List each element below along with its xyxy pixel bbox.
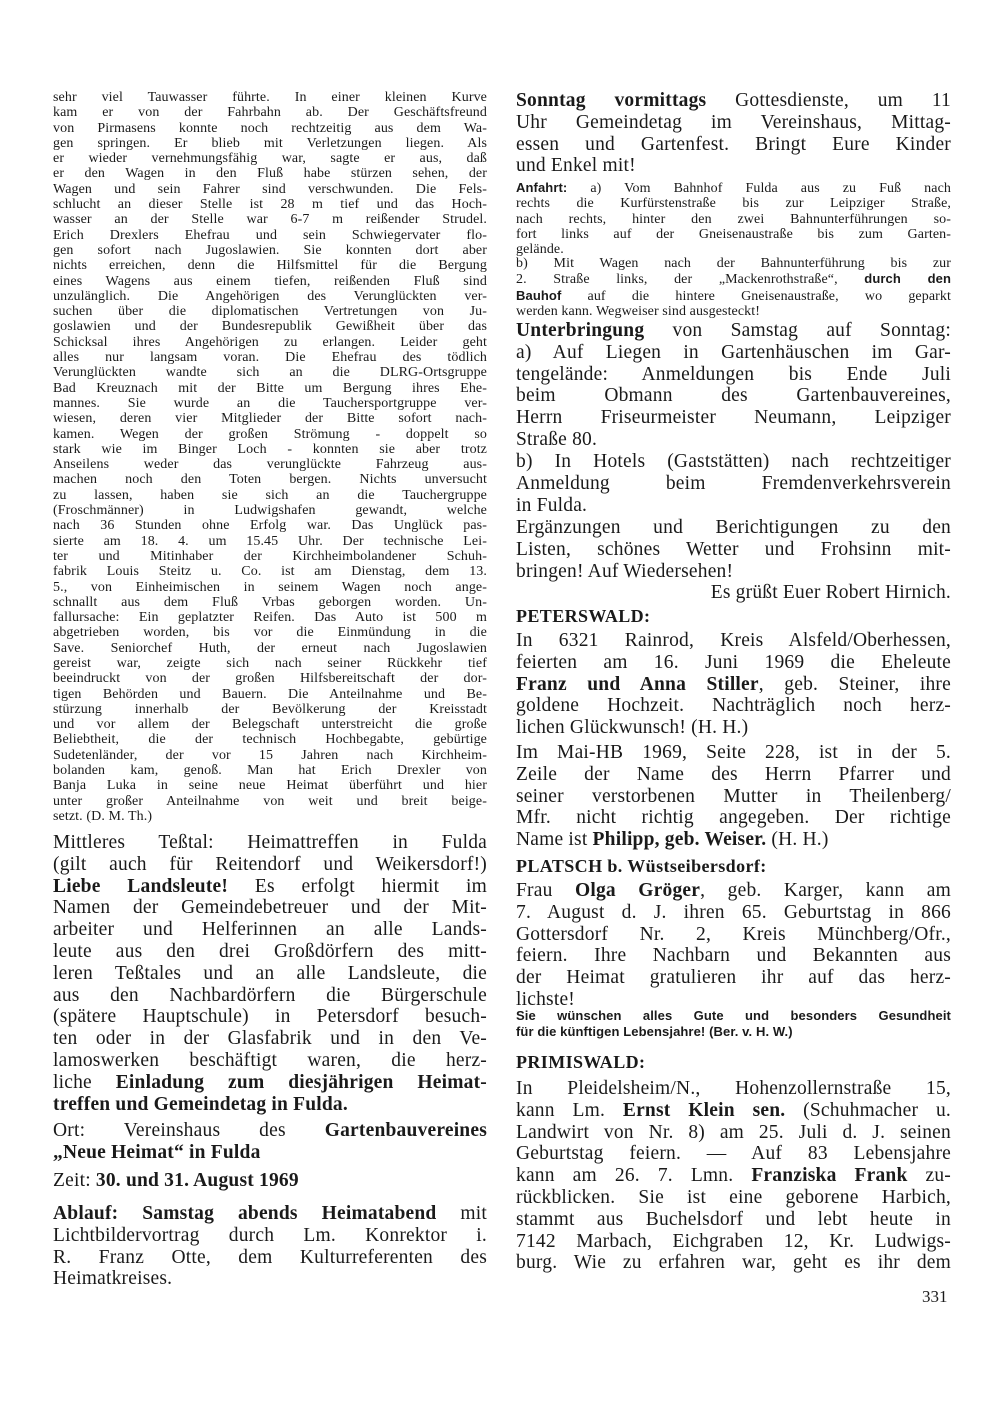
text-line: Anmeldung beim Fremdenverkehrsverein: [516, 472, 951, 494]
peterswald-paragraph-1: [516, 630, 951, 739]
text-line: stammt aus Buchelsdorf und lebt heute in: [516, 1208, 951, 1230]
primiswald-paragraph: [516, 1078, 951, 1274]
text-line: Sudetenländer, der vor 15 Jahren nach Kirchheim-: [53, 747, 487, 763]
directions-b-paragraph: [516, 256, 951, 319]
bold-text: Franz und Anna Stiller: [516, 673, 759, 695]
text-line: gelände.: [516, 242, 564, 258]
text-line: 7. August d. J. ihren 65. Geburtstag in 866: [516, 901, 951, 923]
text-line: Frau Olga Gröger, geb. Karger, kann am: [516, 880, 951, 901]
text-line: 7142 Marbach, Eichgraben 12, Kr. Ludwigs-: [516, 1230, 951, 1252]
text-line: Lichtbildervortrag durch Lm. Konrektor i.: [53, 1224, 487, 1246]
text-line: Ort: Vereinshaus des Gartenbauvereines: [53, 1120, 487, 1141]
bold-text: Unterbringung: [516, 320, 645, 341]
text-line: der Heimat gratulieren ihr auf das herz-: [516, 967, 951, 989]
text-line: eines Wagens aus einem tiefen, reißenden Fluß sind: [53, 273, 487, 289]
bold-text: für die künftigen Lebensjahre! (Ber. v. H. W.): [516, 1024, 793, 1040]
text-line: fabrik Louis Steitz u. Co. ist am Dienstag, dem 13.: [53, 564, 487, 580]
text-line: Ablauf: Samstag abends Heimatabend mit: [53, 1203, 487, 1224]
text-line: beim Obmann des Gartenbauvereines,: [516, 385, 951, 407]
section-heading-peterswald: PETERSWALD:: [516, 606, 651, 626]
text-line: stürzung innerhalb der Bevölkerung der Kreisstadt: [53, 701, 487, 717]
text-line: tigen Behörden und Bauern. Die Anteilnahme und Be-: [53, 686, 487, 702]
text-line: (Froschmänner) in Ludwigshafen gewandt, welche: [53, 503, 487, 519]
section-heading-primiswald: PRIMISWALD:: [516, 1052, 646, 1072]
text-line: suchen über die diplomatischen Vertretungen von Ju-: [53, 304, 487, 320]
text-line: aus den Nachbardörfern die Bürgerschule: [53, 984, 487, 1006]
text-line: nach rechts, hinter den zwei Bahnunterführungen so-: [516, 211, 951, 227]
text-line: Franz und Anna Stiller, geb. Steiner, ihre: [516, 673, 951, 695]
text-line: kann am 26. 7. Lmn. Franziska Frank zu-: [516, 1165, 951, 1187]
text-line: alles nur langsam voran. Die Ehefrau des tödlich: [53, 350, 487, 366]
text-line: liche Einladung zum diesjährigen Heimat-: [53, 1071, 487, 1093]
text-line: abgetrieben worden, bis vor die Einmündung in die: [53, 625, 487, 641]
directions-a-paragraph: [516, 180, 951, 257]
bold-text: Ablauf: Samstag abends Heimatabend: [53, 1203, 437, 1224]
closing-paragraph: [516, 517, 951, 582]
section-heading-platsch: PLATSCH b. Wüstseibersdorf:: [516, 856, 767, 876]
platsch-paragraph-2: [516, 1008, 951, 1041]
text-line: [53, 1142, 487, 1164]
text-line: b) In Hotels (Gaststätten) nach rechtzeitiger: [516, 451, 951, 472]
text-line: Wagen und sein Fahrer sind verschwunden. Die Fels-: [53, 181, 487, 197]
text-line: Name ist Philipp, geb. Weiser. (H. H.): [516, 829, 829, 851]
bold-text: Einladung zum diesjährigen Heimat-: [115, 1071, 487, 1093]
text-line: leute aus den drei Großdörfern des mitt-: [53, 940, 487, 962]
text-line: Ergänzungen und Berichtigungen zu den: [516, 517, 951, 538]
text-line: Anseilens weder das verunglückte Fahrzeug aus-: [53, 457, 487, 473]
text-line: fallursache: Ein geplatzter Reifen. Das Auto ist 500 m: [53, 610, 487, 626]
text-line: [516, 1008, 951, 1024]
text-line: kann Lm. Ernst Klein sen. (Schuhmacher u.: [516, 1099, 951, 1121]
text-line: nach 36 Stunden ohne Erfolg war. Das Unglück pas-: [53, 518, 487, 534]
text-line: er wieder vernehmungsfähig war, sagte er aus, daß: [53, 151, 487, 167]
text-line: feierten am 16. Juni 1969 die Eheleute: [516, 651, 951, 673]
text-line: bringen! Auf Wiedersehen!: [516, 560, 734, 582]
text-line: lichen Glückwunsch! (H. H.): [516, 717, 749, 739]
text-line: Beliebtheit, die der technisch Hochbegabte, gebürtige: [53, 732, 487, 748]
bold-text: durch den: [864, 271, 951, 287]
text-line: Straße 80.: [516, 428, 598, 450]
text-line: Im Mai-HB 1969, Seite 228, ist in der 5.: [516, 742, 951, 763]
text-line: unter großer Anteilnahme von weit und breit beige-: [53, 793, 487, 809]
bold-text: Olga Gröger: [574, 880, 701, 901]
accident-report-paragraph: [53, 90, 487, 824]
text-line: essen und Gartenfest. Bringt Eure Kinder: [516, 133, 951, 155]
text-line: wasser an der Stelle war 6-7 m reißender Strudel.: [53, 212, 487, 228]
bold-text: Ernst Klein sen.: [622, 1099, 786, 1121]
text-line: Mfr. nicht richtig angegeben. Der richtige: [516, 807, 951, 829]
text-line: b) Mit Wagen nach der Bahnunterführung bis zur: [516, 256, 951, 271]
text-line: in Fulda.: [516, 494, 588, 516]
text-line: Save. Seniorchef Huth, der erneut nach Jugoslawien: [53, 640, 487, 656]
bold-text: Franziska Frank: [751, 1165, 908, 1187]
text-line: Listen, schönes Wetter und Frohsinn mit-: [516, 538, 951, 560]
text-line: Unterbringung von Samstag auf Sonntag:: [516, 320, 951, 341]
text-line: Geburtstag feiern. — Auf 83 Lebensjahre: [516, 1143, 951, 1165]
text-line: arbeiter und Helferinnen an alle Lands-: [53, 919, 487, 941]
bold-text: Gartenbauvereines: [324, 1120, 487, 1141]
text-line: Landwirt von Nr. 8) am 25. Juli d. J. seinen: [516, 1121, 951, 1143]
sunday-paragraph: [516, 90, 951, 177]
text-line: Heimatkreises.: [53, 1268, 173, 1290]
text-line: gen sofort nach Jugoslawien. Sie konnten dort aber: [53, 242, 487, 258]
text-line: goslawien und der Bundesrepublik Gewißheit über das: [53, 319, 487, 335]
text-line: goldene Hochzeit. Nachträglich noch herz-: [516, 695, 951, 717]
text-line: Mittleres Teßtal: Heimattreffen in Fulda: [53, 832, 487, 853]
text-line: mannes. Sie wurde an die Tauchersportgruppe ver-: [53, 395, 487, 411]
text-line: Schicksal ihres Angehörigen zu erlangen. Leider geht: [53, 334, 487, 350]
text-line: gereist war, zeigte sich nach seiner Rückkehr tief: [53, 655, 487, 671]
text-line: a) Auf Liegen in Gartenhäuschen im Gar-: [516, 341, 951, 363]
text-line: wiesen, deren vier Mitglieder der Bitte sofort nach-: [53, 411, 487, 427]
time-paragraph: [53, 1170, 487, 1192]
text-line: Gottersdorf Nr. 2, Kreis Münchberg/Ofr.,: [516, 923, 951, 945]
text-line: Sonntag vormittags Gottesdienste, um 11: [516, 90, 951, 111]
bold-text: Liebe Landsleute!: [53, 875, 229, 897]
text-line: setzt. (D. M. Th.): [53, 808, 153, 824]
signature: [516, 582, 951, 604]
text-line: Banja Luka in seine neue Heimat überführt und hier: [53, 778, 487, 794]
text-line: lamoswerken beschäftigt waren, die herz-: [53, 1049, 487, 1071]
text-line: In 6321 Rainrod, Kreis Alsfeld/Oberhessen,: [516, 630, 951, 651]
location-paragraph: [53, 1120, 487, 1164]
text-line: 5., von Einheimischen in seinem Wagen noch ange-: [53, 579, 487, 595]
text-line: fort links auf der Gneisenaustraße bis zum Garten-: [516, 226, 951, 242]
text-line: (gilt auch für Reitendorf und Weikersdorf!): [53, 853, 487, 875]
peterswald-paragraph-2: [516, 742, 951, 851]
text-line: zu lassen, haben sie sich an die Tauchergruppe: [53, 487, 487, 503]
text-line: Liebe Landsleute! Es erfolgt hiermit im: [53, 875, 487, 897]
text-line: werden kann. Wegweiser sind ausgesteckt!: [516, 303, 761, 319]
bold-text: „Neue Heimat“ in Fulda: [53, 1141, 261, 1163]
text-line: gen springen. Er blieb mit Verletzungen liegen. Als: [53, 135, 487, 151]
text-line: Bad Kreuznach mit der Bitte um Bergung ihres Ehe-: [53, 380, 487, 396]
text-line: Verunglückten wandte sich an die DLRG-Ortsgruppe: [53, 365, 487, 381]
platsch-paragraph-1: [516, 880, 951, 1011]
text-line: schnallt aus dem Fluß Vrbas geborgen worden. Un-: [53, 594, 487, 610]
text-line: [516, 1024, 951, 1040]
text-line: seiner verstorbenen Mutter in Theilenberg/: [516, 785, 951, 807]
text-line: Anfahrt: a) Vom Bahnhof Fulda aus zu Fuß nach: [516, 180, 951, 196]
text-line: er den Wagen in den Fluß habe stürzen sehen, der: [53, 166, 487, 182]
text-line: Uhr Gemeindetag im Vereinshaus, Mittag-: [516, 111, 951, 133]
text-line: lichste!: [516, 988, 575, 1010]
text-line: sehr viel Tauwasser führte. In einer kleinen Kurve: [53, 90, 487, 105]
text-line: Es grüßt Euer Robert Hirnich.: [710, 582, 951, 603]
text-line: und Enkel mit!: [516, 155, 636, 177]
accommodation-a-paragraph: [516, 320, 951, 451]
text-line: Zeile der Name des Herrn Pfarrer und: [516, 763, 951, 785]
text-line: schlucht an dieser Stelle ist 28 m tief und das Hoch-: [53, 197, 487, 213]
invitation-paragraph: [53, 832, 487, 1115]
text-line: ten oder in der Glasfabrik und in den Ve-: [53, 1028, 487, 1050]
text-line: bolanden kam, genoß. Man hat Erich Drexler von: [53, 763, 487, 779]
bold-text: treffen und Gemeindetag in Fulda.: [53, 1093, 348, 1115]
text-line: burg. Wie zu erfahren war, geht es ihr dem: [516, 1252, 951, 1274]
text-line: feiern. Ihre Nachbarn und Bekannten aus: [516, 945, 951, 967]
text-line: 2. Straße links, der „Mackenrothstraße“, durch den: [516, 271, 951, 288]
bold-text: Sie wünschen alles Gute und besonders Gesundheit: [516, 1008, 951, 1023]
text-line: leren Teßtales und an alle Landsleute, die: [53, 962, 487, 984]
text-line: Herrn Friseurmeister Neumann, Leipziger: [516, 407, 951, 429]
text-line: Namen der Gemeindebetreuer und der Mit-: [53, 897, 487, 919]
text-line: stark wie im Binger Loch - konnten sie aber trotz: [53, 441, 487, 457]
text-line: In Pleidelsheim/N., Hohenzollernstraße 15,: [516, 1078, 951, 1099]
bold-text: Sonntag vormittags: [516, 90, 707, 111]
text-line: nichts erreichen, denn die Hilfsmittel für die Bergung: [53, 258, 487, 274]
text-line: beeindruckt von der großen Hilfsbereitschaft der dor-: [53, 671, 487, 687]
text-line: [53, 1094, 487, 1116]
text-line: ter und Mitinhaber der Kirchheimbolandener Schuh-: [53, 548, 487, 564]
bold-text: Philipp, geb. Weiser.: [592, 829, 767, 851]
text-line: tengelände: Anmeldungen bis Ende Juli: [516, 363, 951, 385]
text-line: und vor allem der Belegschaft unterstreicht die große: [53, 717, 487, 733]
text-line: von Pirmasens konnte noch rechtzeitig aus dem Wa-: [53, 120, 487, 136]
schedule-paragraph: [53, 1203, 487, 1290]
text-line: Zeit: 30. und 31. August 1969: [53, 1170, 299, 1191]
text-line: (spätere Hauptschule) in Petersdorf besuch-: [53, 1006, 487, 1028]
bold-text: Bauhof: [516, 287, 562, 303]
text-line: machen noch den Toten bergen. Nichts unversucht: [53, 472, 487, 488]
text-line: kam er von der Fahrbahn ab. Der Geschäftsfreund: [53, 105, 487, 121]
text-line: rückblicken. Sie ist eine geborene Harbich,: [516, 1186, 951, 1208]
text-line: kamen. Wegen der großen Strömung - doppelt so: [53, 426, 487, 442]
bold-text: Anfahrt:: [516, 180, 568, 195]
text-line: rechts die Kurfürstenstraße bis zur Leipziger Straße,: [516, 196, 951, 212]
text-line: R. Franz Otte, dem Kulturreferenten des: [53, 1246, 487, 1268]
text-line: Bauhof auf die hintere Gneisenaustraße, wo geparkt: [516, 287, 951, 304]
text-line: sierte am 18. 4. um 15.45 Uhr. Der technische Lei-: [53, 533, 487, 549]
text-line: Erich Drexlers Ehefrau und sein Schwiegervater flo-: [53, 227, 487, 243]
text-line: unzulänglich. Die Angehörigen des Verunglückten ver-: [53, 288, 487, 304]
bold-text: 30. und 31. August 1969: [95, 1170, 299, 1191]
accommodation-b-paragraph: [516, 451, 951, 516]
page-number: 331: [922, 1287, 948, 1306]
